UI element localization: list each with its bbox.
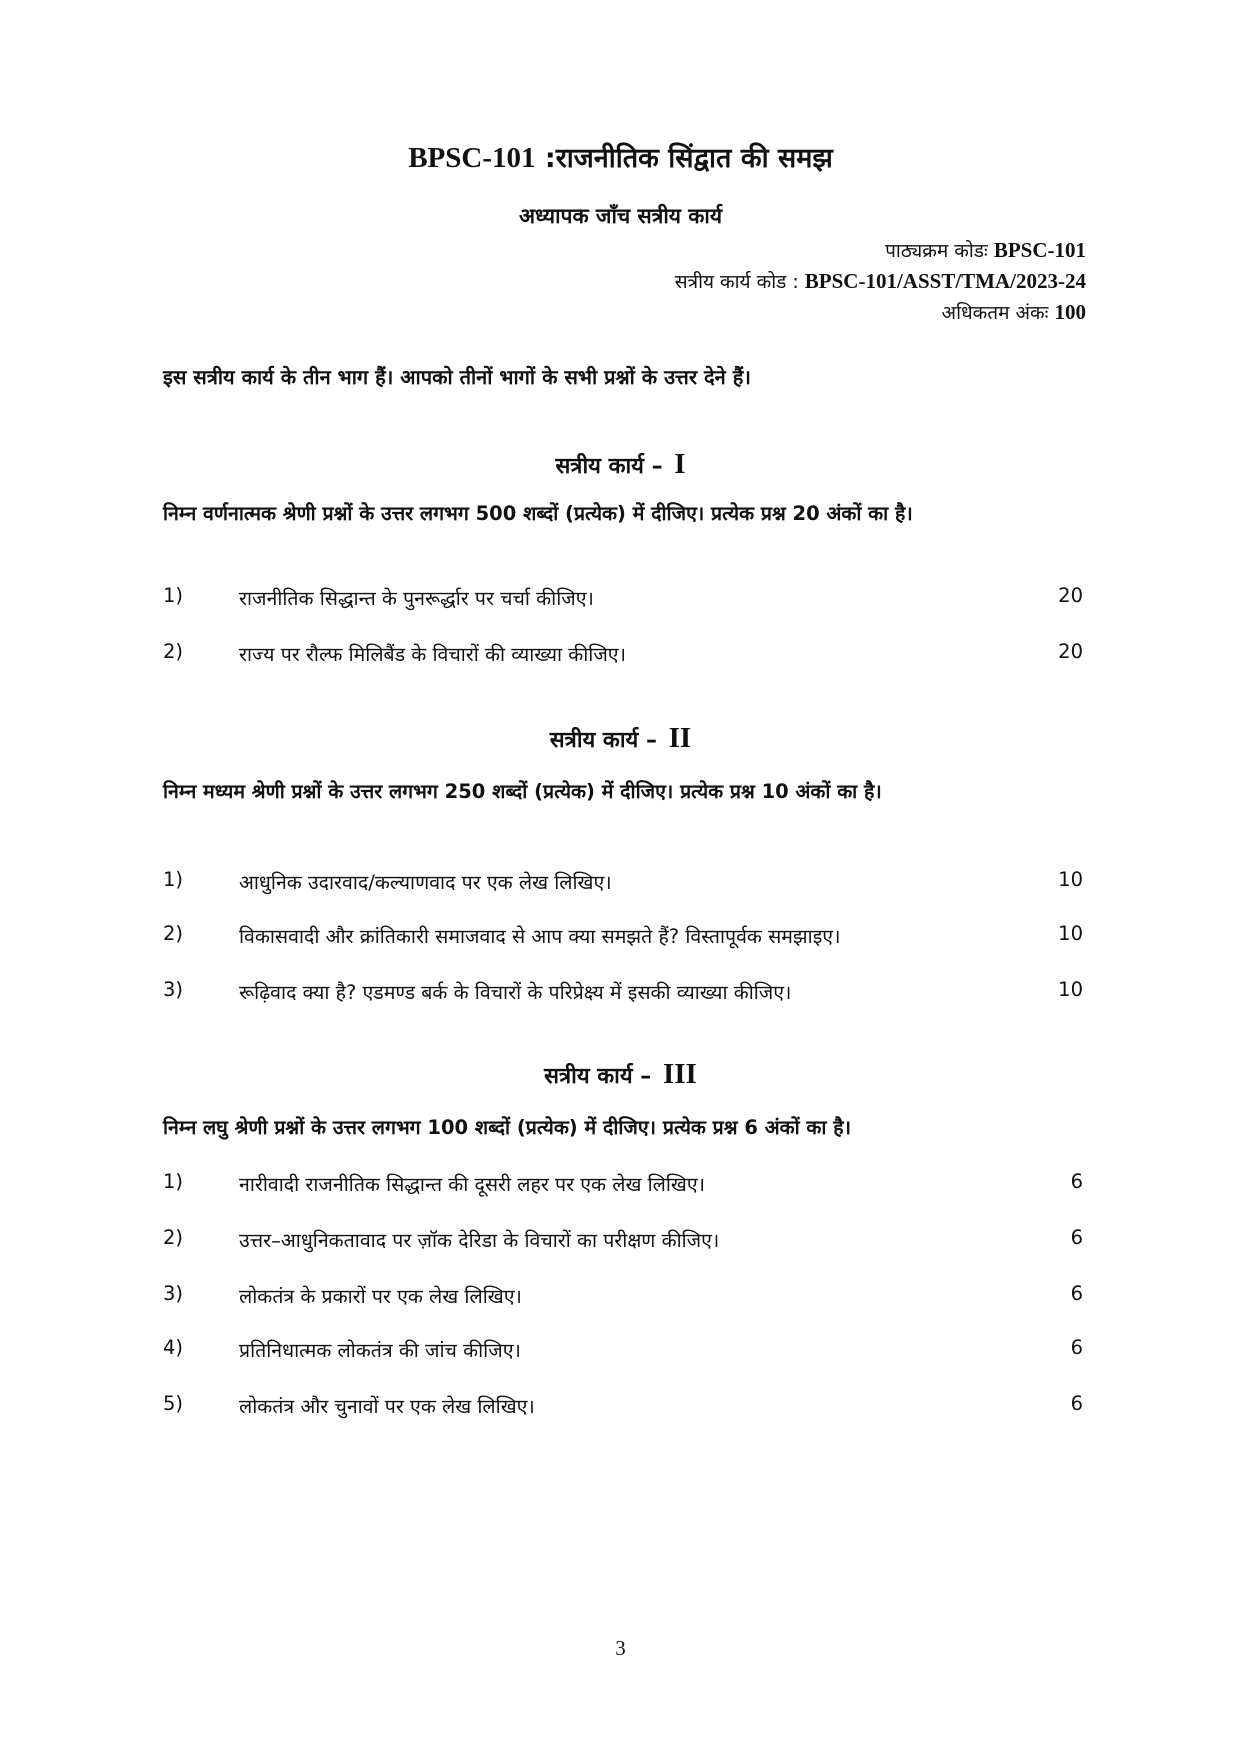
section-directive-3: निम्न लघु श्रेणी प्रश्नों के उत्तर लगभग 100 शब्दों (प्रत्येक) में दीजिए। प्रत्येक प्रश्न 6 अंकों का है। xyxy=(163,1116,851,1139)
course-code-line xyxy=(675,235,1086,266)
question-item xyxy=(163,922,1083,952)
question-number: 3) xyxy=(163,978,184,1001)
section-heading-roman: I xyxy=(674,448,686,480)
question-number: 1) xyxy=(163,1170,184,1193)
question-text: लोकतंत्र के प्रकारों पर एक लेख लिखिए। xyxy=(239,1285,522,1308)
question-text: राजनीतिक सिद्धान्त के पुनरूर्द्धार पर चर्चा कीजिए। xyxy=(239,587,594,610)
section-heading-label: सत्रीय कार्य – xyxy=(544,1064,652,1089)
section-heading-label: सत्रीय कार्य – xyxy=(555,454,663,479)
document-subtitle: अध्यापक जाँच सत्रीय कार्य xyxy=(518,204,723,228)
question-text: नारीवादी राजनीतिक सिद्धान्त की दूसरी लहर पर एक लेख लिखिए। xyxy=(239,1173,706,1196)
question-marks: 10 xyxy=(1058,978,1083,1001)
question-marks: 6 xyxy=(1070,1170,1083,1193)
assignment-meta xyxy=(675,235,1086,328)
question-number: 2) xyxy=(163,922,184,945)
question-number: 5) xyxy=(163,1392,184,1415)
question-marks: 6 xyxy=(1070,1392,1083,1415)
question-text: विकासवादी और क्रांतिकारी समाजवाद से आप क्या समझते हैं? विस्तापूर्वक समझाइए। xyxy=(239,925,841,948)
max-marks-line xyxy=(675,297,1086,328)
question-text: प्रतिनिधात्मक लोकतंत्र की जांच कीजिए। xyxy=(239,1339,521,1362)
section-heading-2 xyxy=(0,722,1241,755)
page-number: 3 xyxy=(615,1636,626,1660)
section-directive-1: निम्न वर्णनात्मक श्रेणी प्रश्नों के उत्तर लगभग 500 शब्दों (प्रत्येक) में दीजिए। प्रत्येक प्रश्न 20 अंकों का है। xyxy=(163,502,913,525)
question-text: रूढ़िवाद क्या है? एडमण्ड बर्क के विचारों के परिप्रेक्ष्य में इसकी व्याख्या कीजिए। xyxy=(239,981,792,1004)
general-instruction: इस सत्रीय कार्य के तीन भाग हैं। आपको तीनों भागों के सभी प्रश्नों के उत्तर देने हैं। xyxy=(163,365,751,389)
section-heading-roman: III xyxy=(662,1058,697,1090)
title-separator: : xyxy=(535,143,556,174)
question-number: 1) xyxy=(163,584,184,607)
assignment-code-label: सत्रीय कार्य कोड : xyxy=(674,271,799,293)
question-marks: 10 xyxy=(1058,922,1083,945)
question-item xyxy=(163,1336,1083,1366)
max-marks-label: अधिकतम अंकः xyxy=(941,302,1049,324)
question-marks: 10 xyxy=(1058,868,1083,891)
assignment-code-value: BPSC-101/ASST/TMA/2023-24 xyxy=(804,269,1086,293)
course-title: राजनीतिक सिंद्वात की समझ xyxy=(555,143,833,174)
max-marks-value: 100 xyxy=(1054,300,1086,324)
question-text: लोकतंत्र और चुनावों पर एक लेख लिखिए। xyxy=(239,1395,535,1418)
question-item xyxy=(163,1282,1083,1312)
question-number: 1) xyxy=(163,868,184,891)
question-number: 4) xyxy=(163,1336,184,1359)
question-item xyxy=(163,1392,1083,1422)
question-item xyxy=(163,640,1083,670)
question-item xyxy=(163,868,1083,898)
assignment-code-line xyxy=(675,266,1086,297)
section-directive-2: निम्न मध्यम श्रेणी प्रश्नों के उत्तर लगभग 250 शब्दों (प्रत्येक) में दीजिए। प्रत्येक प्रश्न 10 अंकों का है। xyxy=(163,780,882,803)
section-heading-1 xyxy=(0,448,1241,481)
question-text: राज्य पर रौल्फ मिलिबैंड के विचारों की व्याख्या कीजिए। xyxy=(239,643,626,666)
question-marks: 6 xyxy=(1070,1226,1083,1249)
section-heading-3 xyxy=(0,1058,1241,1091)
question-item xyxy=(163,1226,1083,1256)
course-code-heading: BPSC-101 xyxy=(408,142,536,174)
question-marks: 6 xyxy=(1070,1282,1083,1305)
document-title xyxy=(0,138,1241,175)
question-text: आधुनिक उदारवाद/कल्याणवाद पर एक लेख लिखिए। xyxy=(239,871,612,894)
question-item xyxy=(163,978,1083,1008)
question-number: 2) xyxy=(163,1226,184,1249)
course-code-value: BPSC-101 xyxy=(993,238,1086,262)
question-number: 2) xyxy=(163,640,184,663)
question-item xyxy=(163,1170,1083,1200)
question-item xyxy=(163,584,1083,614)
course-code-label: पाठ्यक्रम कोडः xyxy=(885,240,988,262)
question-marks: 20 xyxy=(1058,640,1083,663)
section-heading-label: सत्रीय कार्य – xyxy=(549,728,657,753)
question-text: उत्तर–आधुनिकतावाद पर ज़ॉक देरिडा के विचारों का परीक्षण कीजिए। xyxy=(239,1229,720,1252)
question-marks: 20 xyxy=(1058,584,1083,607)
question-marks: 6 xyxy=(1070,1336,1083,1359)
section-heading-roman: II xyxy=(668,722,692,754)
question-number: 3) xyxy=(163,1282,184,1305)
